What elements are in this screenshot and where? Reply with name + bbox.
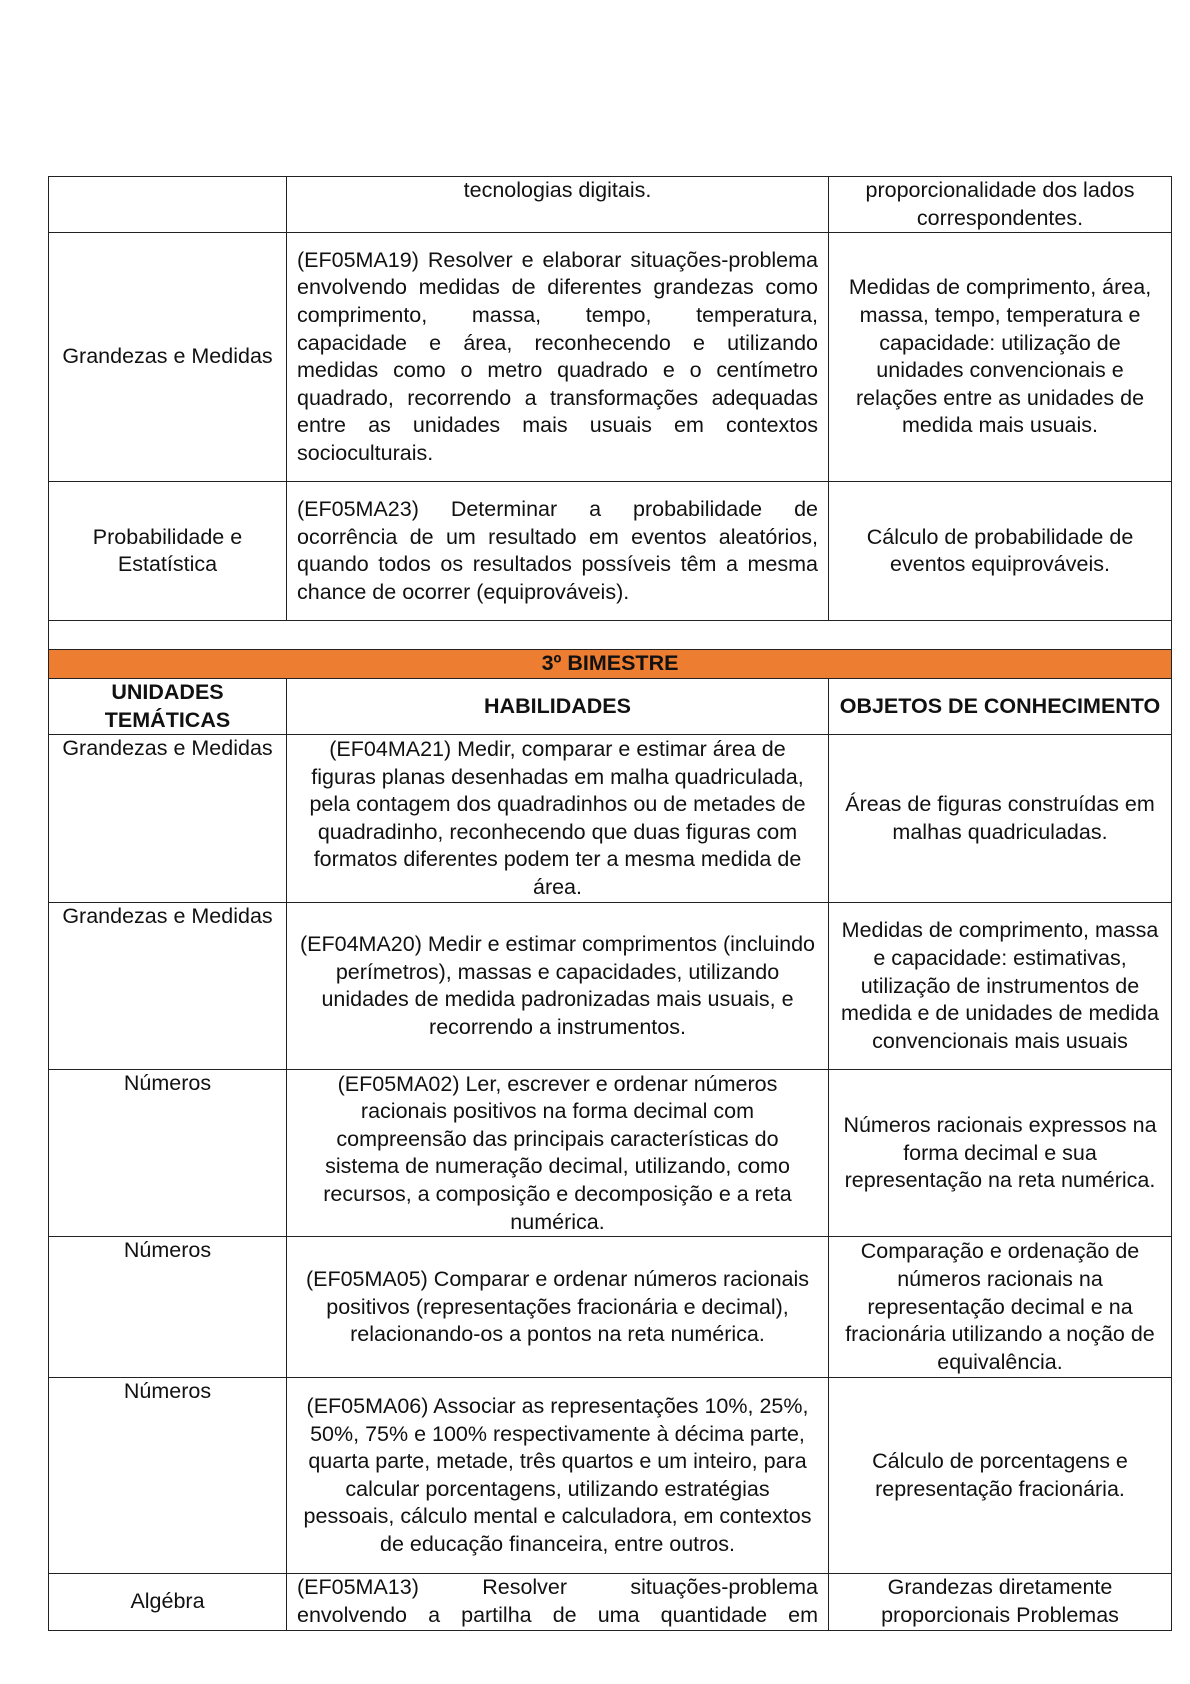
table-row <box>49 1378 1172 1574</box>
unit-cell: Grandezas e Medidas <box>49 233 287 482</box>
table-row <box>49 1237 1172 1378</box>
header-skill: HABILIDADES <box>287 679 829 735</box>
skill-cell: (EF04MA20) Medir e estimar comprimentos (incluindo perímetros), massas e capacidades, utilizando unidades de medida padronizadas mais usuais, e recorrendo a instrumentos. <box>287 903 829 1070</box>
object-cell: Medidas de comprimento, massa e capacidade: estimativas, utilização de instrumentos de medida e de unidades de medida convencionais mais usuais <box>829 903 1172 1070</box>
skill-cell: (EF05MA05) Comparar e ordenar números racionais positivos (representações fracionária e decimal), relacionando-os a pontos na reta numérica. <box>287 1237 829 1378</box>
unit-cell: Probabilidade e Estatística <box>49 482 287 621</box>
unit-cell: Números <box>49 1378 287 1574</box>
header-unit: UNIDADES TEMÁTICAS <box>49 679 287 735</box>
skill-text: (EF05MA13) Resolver situações-problema envolvendo a partilha de uma quantidade em <box>297 1575 818 1627</box>
object-cell: Áreas de figuras construídas em malhas quadriculadas. <box>829 735 1172 903</box>
skill-cell: (EF04MA21) Medir, comparar e estimar área de figuras planas desenhadas em malha quadriculada, pela contagem dos quadradinhos ou de metades de quadradinho, reconhecendo que duas figuras com formatos diferentes podem ter a mesma medida de área. <box>287 735 829 903</box>
skill-cell: tecnologias digitais. <box>287 177 829 233</box>
unit-cell: Grandezas e Medidas <box>49 903 287 1070</box>
header-row <box>49 679 1172 735</box>
table-row <box>49 735 1172 903</box>
table-row <box>49 1574 1172 1630</box>
table-row <box>49 177 1172 233</box>
curriculum-table <box>48 176 1172 1631</box>
table-row <box>49 233 1172 482</box>
object-cell: Grandezas diretamente proporcionais Problemas <box>829 1574 1172 1630</box>
empty-cell <box>49 621 1172 650</box>
skill-cell: (EF05MA19) Resolver e elaborar situações-problema envolvendo medidas de diferentes grandezas como comprimento, massa, tempo, temperatura, capacidade e área, reconhecendo e utilizando medidas como o metro quadrado e o centímetro quadrado, recorrendo a transformações adequadas entre as unidades mais usuais em contextos socioculturais. <box>287 233 829 482</box>
object-cell: Números racionais expressos na forma decimal e sua representação na reta numérica. <box>829 1070 1172 1237</box>
unit-cell: Algébra <box>49 1574 287 1630</box>
unit-cell <box>49 177 287 233</box>
spacer-row <box>49 621 1172 650</box>
section-row <box>49 650 1172 679</box>
header-object: OBJETOS DE CONHECIMENTO <box>829 679 1172 735</box>
table-row <box>49 903 1172 1070</box>
unit-cell: Números <box>49 1237 287 1378</box>
object-cell: Cálculo de porcentagens e representação fracionária. <box>829 1378 1172 1574</box>
skill-cell: (EF05MA02) Ler, escrever e ordenar números racionais positivos na forma decimal com compreensão das principais características do sistema de numeração decimal, utilizando, como recursos, a composição e decomposição e a reta numérica. <box>287 1070 829 1237</box>
section-title: 3º BIMESTRE <box>49 650 1172 679</box>
object-cell: Medidas de comprimento, área, massa, tempo, temperatura e capacidade: utilização de unidades convencionais e relações entre as unidades de medida mais usuais. <box>829 233 1172 482</box>
object-cell: Comparação e ordenação de números racionais na representação decimal e na fracionária utilizando a noção de equivalência. <box>829 1237 1172 1378</box>
object-cell: Cálculo de probabilidade de eventos equiprováveis. <box>829 482 1172 621</box>
skill-cell: (EF05MA06) Associar as representações 10%, 25%, 50%, 75% e 100% respectivamente à décima parte, quarta parte, metade, três quartos e um inteiro, para calcular porcentagens, utilizando estratégias pessoais, cálculo mental e calculadora, em contextos de educação financeira, entre outros. <box>287 1378 829 1574</box>
object-cell: proporcionalidade dos lados correspondentes. <box>829 177 1172 233</box>
unit-cell: Números <box>49 1070 287 1237</box>
skill-cell <box>287 1574 829 1630</box>
table-row <box>49 1070 1172 1237</box>
table-row <box>49 482 1172 621</box>
unit-cell: Grandezas e Medidas <box>49 735 287 903</box>
skill-cell: (EF05MA23) Determinar a probabilidade de ocorrência de um resultado em eventos aleatórios, quando todos os resultados possíveis têm a mesma chance de ocorrer (equiprováveis). <box>287 482 829 621</box>
